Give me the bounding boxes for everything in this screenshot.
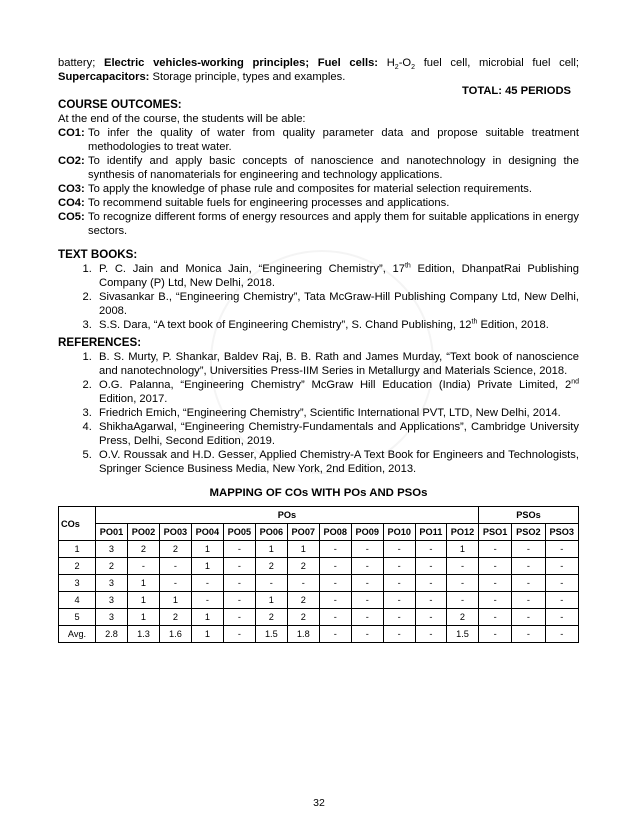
mapping-value-cell: - — [478, 626, 511, 643]
mapping-value-cell: - — [127, 558, 159, 575]
psos-header: PSOs — [478, 507, 578, 524]
mapping-value-cell: - — [545, 575, 578, 592]
mapping-value-cell: 2 — [287, 609, 319, 626]
mapping-value-cell: - — [415, 575, 446, 592]
mapping-table-title: MAPPING OF COs WITH POs AND PSOs — [209, 487, 428, 499]
mapping-value-cell: 2 — [159, 541, 191, 558]
course-outcome-item — [58, 182, 579, 196]
reference-item-text: Edition, 2017. — [99, 393, 168, 405]
pos-header: POs — [96, 507, 479, 524]
intro-bold-topic: Supercapacitors: — [58, 71, 150, 83]
mapping-value-cell: - — [512, 626, 545, 643]
mapping-value-cell: - — [287, 575, 319, 592]
mapping-value-cell: - — [415, 626, 446, 643]
column-header: PSO1 — [478, 524, 511, 541]
reference-item-text: O.V. Roussak and H.D. Gesser, Applied Chemistry-A Text Book for Engineers and Technologists, Springer Science Business Media, New York, 2nd Edition, 2013. — [99, 449, 579, 475]
mapping-value-cell: - — [223, 541, 255, 558]
mapping-value-cell: 2 — [255, 609, 287, 626]
mapping-value-cell: - — [319, 575, 351, 592]
mapping-value-cell: - — [159, 575, 191, 592]
mapping-value-cell: - — [383, 558, 415, 575]
intro-bold-topic: Electric vehicles-working principles; Fuel cells: — [103, 57, 379, 69]
mapping-value-cell: - — [545, 558, 578, 575]
mapping-value-cell: - — [319, 609, 351, 626]
mapping-value-cell: 1 — [191, 609, 223, 626]
mapping-value-cell: - — [223, 575, 255, 592]
co-number-cell: 4 — [59, 592, 96, 609]
mapping-value-cell: - — [545, 626, 578, 643]
mapping-value-cell: - — [415, 592, 446, 609]
mapping-value-cell: - — [478, 592, 511, 609]
page-body — [58, 56, 579, 643]
mapping-value-cell: - — [319, 541, 351, 558]
course-outcome-item — [58, 210, 579, 238]
mapping-value-cell: - — [383, 626, 415, 643]
subscript: 2 — [394, 64, 399, 72]
mapping-value-cell: - — [447, 558, 479, 575]
mapping-value-cell: - — [383, 609, 415, 626]
co-number-cell: Avg. — [59, 626, 96, 643]
co-number-cell: 3 — [59, 575, 96, 592]
course-outcome-item — [58, 154, 579, 182]
text-book-item-text: S.S. Dara, “A text book of Engineering Chemistry”, S. Chand Publishing, 12 — [99, 319, 472, 331]
intro-text: fuel cell, microbial fuel cell; — [415, 57, 579, 69]
text-book-item — [95, 318, 579, 332]
references-list — [58, 350, 579, 476]
mapping-value-cell: - — [415, 609, 446, 626]
mapping-value-cell: - — [512, 575, 545, 592]
co-po-mapping-table — [58, 506, 579, 643]
mapping-value-cell: 2 — [447, 609, 479, 626]
mapping-value-cell: 1.6 — [159, 626, 191, 643]
mapping-value-cell: - — [545, 541, 578, 558]
reference-item-text: O.G. Palanna, “Engineering Chemistry” McGraw Hill Education (India) Private Limited, 2 — [99, 379, 572, 391]
column-header: PO07 — [287, 524, 319, 541]
co-number-cell: 1 — [59, 541, 96, 558]
course-outcome-text: To infer the quality of water from quality parameter data and propose suitable treatment methodologies to treat water. — [88, 127, 579, 153]
reference-item — [95, 420, 579, 448]
column-header: PO12 — [447, 524, 479, 541]
mapping-value-cell: 2 — [287, 558, 319, 575]
mapping-value-cell: 1 — [191, 541, 223, 558]
mapping-value-cell: - — [415, 558, 446, 575]
mapping-value-cell: 1 — [287, 541, 319, 558]
reference-item — [95, 448, 579, 476]
text-books-heading: TEXT BOOKS: — [58, 248, 138, 261]
column-header: PO09 — [351, 524, 383, 541]
column-header: PO08 — [319, 524, 351, 541]
course-outcome-code: CO3: — [58, 183, 85, 195]
reference-item — [95, 350, 579, 378]
column-header: PSO2 — [512, 524, 545, 541]
course-outcome-item — [58, 126, 579, 154]
mapping-value-cell: - — [191, 575, 223, 592]
mapping-value-cell: 2 — [159, 609, 191, 626]
mapping-value-cell: - — [223, 592, 255, 609]
column-header: PO11 — [415, 524, 446, 541]
mapping-value-cell: - — [415, 541, 446, 558]
mapping-value-cell: 1.3 — [127, 626, 159, 643]
table-row — [59, 626, 579, 643]
course-outcome-item — [58, 196, 579, 210]
intro-text: Storage principle, types and examples. — [149, 71, 346, 83]
total-periods: TOTAL: 45 PERIODS — [462, 85, 571, 97]
column-header: PO05 — [223, 524, 255, 541]
course-outcome-code: CO4: — [58, 197, 85, 209]
mapping-value-cell: - — [223, 558, 255, 575]
text-book-item-text: Sivasankar B., “Engineering Chemistry”, Tata McGraw-Hill Publishing Company Ltd, New Delhi, 2008. — [99, 291, 579, 317]
text-book-item-text: Edition, 2018. — [477, 319, 549, 331]
mapping-value-cell: 1 — [127, 609, 159, 626]
reference-item — [95, 378, 579, 406]
intro-text: -O — [398, 57, 412, 69]
text-book-item-text: P. C. Jain and Monica Jain, “Engineering Chemistry”, 17 — [99, 263, 405, 275]
page-number: 32 — [313, 797, 325, 809]
course-outcomes-heading: COURSE OUTCOMES: — [58, 98, 182, 111]
mapping-value-cell: - — [159, 558, 191, 575]
subscript: 2 — [411, 64, 416, 72]
mapping-value-cell: 1.5 — [255, 626, 287, 643]
mapping-value-cell: 1 — [191, 558, 223, 575]
mapping-value-cell: - — [545, 609, 578, 626]
mapping-value-cell: - — [512, 558, 545, 575]
mapping-value-cell: 3 — [96, 609, 128, 626]
mapping-value-cell: 1.5 — [447, 626, 479, 643]
mapping-value-cell: - — [478, 575, 511, 592]
mapping-value-cell: 1 — [127, 575, 159, 592]
mapping-value-cell: - — [223, 626, 255, 643]
course-outcome-code: CO1: — [58, 127, 85, 139]
reference-item-text: ShikhaAgarwal, “Engineering Chemistry-Fundamentals and Applications”, Cambridge University Press, Delhi, Second Edition, 2019. — [99, 421, 579, 447]
course-outcome-text: To identify and apply basic concepts of nanoscience and nanotechnology in designing the synthesis of nanomaterials for engineering and technology applications. — [88, 155, 579, 181]
reference-item-text: B. S. Murty, P. Shankar, Baldev Raj, B. B. Rath and James Murday, “Text book of nanoscience and nanotechnology”, Universities Press-IIM Series in Metallurgy and Materials Science, 2018. — [99, 351, 579, 377]
column-header: PSO3 — [545, 524, 578, 541]
mapping-value-cell: - — [351, 558, 383, 575]
co-number-cell: 2 — [59, 558, 96, 575]
mapping-value-cell: 1 — [191, 626, 223, 643]
mapping-value-cell: 2.8 — [96, 626, 128, 643]
text-book-item-text: Edition, DhanpatRai Publishing Company (P) Ltd, New Delhi, 2018. — [99, 263, 579, 289]
course-outcome-text: To recommend suitable fuels for engineering processes and applications. — [88, 197, 450, 209]
table-row — [59, 558, 579, 575]
column-header: PO02 — [127, 524, 159, 541]
mapping-value-cell: - — [223, 609, 255, 626]
mapping-value-cell: 3 — [96, 592, 128, 609]
mapping-value-cell: 1 — [159, 592, 191, 609]
mapping-value-cell: - — [512, 541, 545, 558]
mapping-value-cell: - — [383, 575, 415, 592]
mapping-value-cell: 1 — [255, 592, 287, 609]
mapping-value-cell: - — [351, 609, 383, 626]
mapping-value-cell: - — [512, 592, 545, 609]
superscript: th — [404, 262, 411, 270]
mapping-value-cell: - — [319, 558, 351, 575]
reference-item — [95, 406, 579, 420]
mapping-value-cell: - — [351, 592, 383, 609]
course-outcome-code: CO5: — [58, 211, 85, 223]
column-header: PO06 — [255, 524, 287, 541]
table-row — [59, 609, 579, 626]
mapping-value-cell: - — [478, 541, 511, 558]
table-row — [59, 592, 579, 609]
mapping-value-cell: - — [545, 592, 578, 609]
mapping-value-cell: - — [351, 541, 383, 558]
mapping-value-cell: - — [191, 592, 223, 609]
mapping-value-cell: 2 — [287, 592, 319, 609]
course-outcomes-intro: At the end of the course, the students will be able: — [58, 113, 306, 125]
text-book-item — [95, 262, 579, 290]
mapping-value-cell: - — [447, 575, 479, 592]
cos-header: COs — [59, 507, 96, 541]
mapping-value-cell: 1 — [447, 541, 479, 558]
reference-item-text: Friedrich Emich, “Engineering Chemistry”, Scientific International PVT, LTD, New Delhi, 2014. — [99, 407, 561, 419]
table-row — [59, 541, 579, 558]
column-header: PO01 — [96, 524, 128, 541]
column-header: PO04 — [191, 524, 223, 541]
mapping-value-cell: 3 — [96, 575, 128, 592]
mapping-value-cell: - — [351, 626, 383, 643]
mapping-value-cell: 2 — [255, 558, 287, 575]
references-heading: REFERENCES: — [58, 336, 142, 349]
mapping-value-cell: - — [478, 558, 511, 575]
column-header: PO03 — [159, 524, 191, 541]
unit-content-paragraph — [58, 56, 579, 84]
mapping-value-cell: - — [351, 575, 383, 592]
mapping-value-cell: 1.8 — [287, 626, 319, 643]
course-outcome-text: To apply the knowledge of phase rule and composites for material selection requirements. — [88, 183, 533, 195]
mapping-value-cell: - — [255, 575, 287, 592]
mapping-value-cell: - — [383, 541, 415, 558]
superscript: nd — [571, 378, 579, 386]
intro-text: battery; — [58, 57, 104, 69]
mapping-value-cell: 1 — [127, 592, 159, 609]
course-outcome-text: To recognize different forms of energy resources and apply them for suitable applications in energy sectors. — [88, 211, 579, 237]
intro-text: H — [378, 57, 395, 69]
text-books-list — [58, 262, 579, 332]
text-book-item — [95, 290, 579, 318]
mapping-value-cell: - — [319, 592, 351, 609]
mapping-value-cell: 2 — [96, 558, 128, 575]
table-row — [59, 575, 579, 592]
co-number-cell: 5 — [59, 609, 96, 626]
mapping-value-cell: 1 — [255, 541, 287, 558]
mapping-value-cell: - — [512, 609, 545, 626]
mapping-value-cell: - — [447, 592, 479, 609]
course-outcomes-list — [58, 126, 579, 238]
mapping-value-cell: - — [383, 592, 415, 609]
superscript: th — [471, 318, 478, 326]
mapping-value-cell: 2 — [127, 541, 159, 558]
mapping-value-cell: - — [319, 626, 351, 643]
column-header: PO10 — [383, 524, 415, 541]
mapping-value-cell: 3 — [96, 541, 128, 558]
mapping-value-cell: - — [478, 609, 511, 626]
course-outcome-code: CO2: — [58, 155, 85, 167]
